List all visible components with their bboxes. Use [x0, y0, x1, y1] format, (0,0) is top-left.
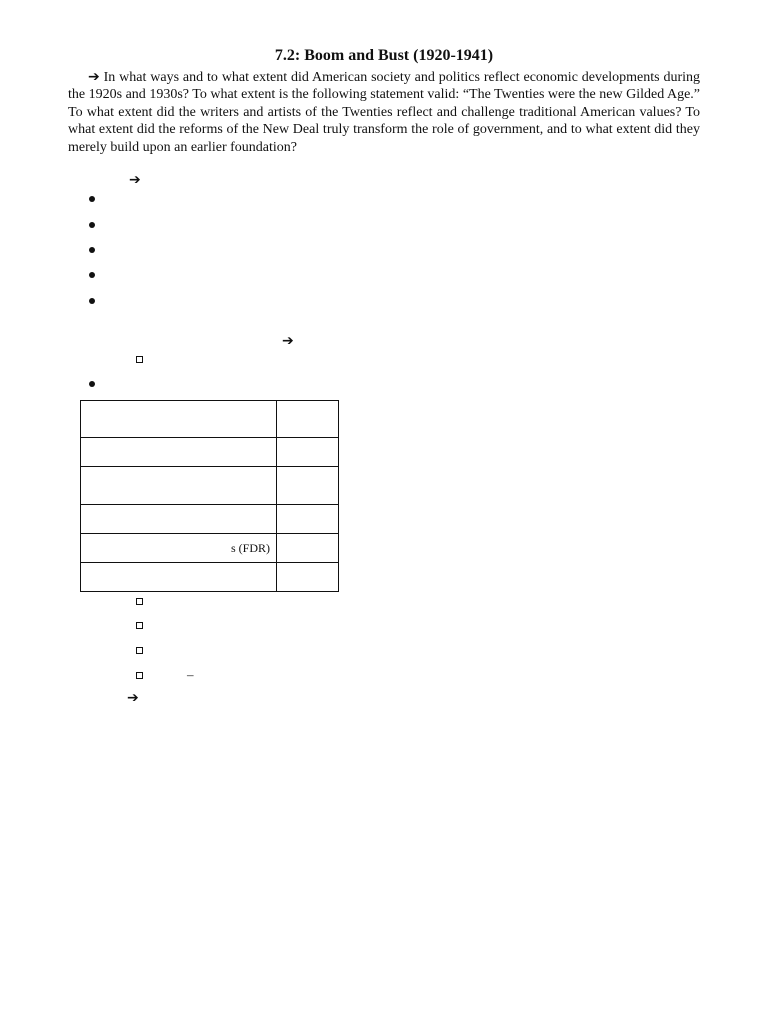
table-row	[81, 505, 339, 534]
page-title: 7.2: Boom and Bust (1920-1941)	[274, 47, 494, 64]
intro-paragraph	[68, 69, 700, 156]
table-row	[81, 534, 339, 563]
table-row	[81, 438, 339, 467]
arrow-icon: ➔	[127, 690, 139, 706]
table-cell	[277, 563, 339, 592]
intro-text: In what ways and to what extent did American society and politics reflect economic developments during the 1920s and 1930s? To what extent is the following statement valid: “The Twenties were the new Gilded Age.” To what extent did the writers and artists of the Twenties reflect and challenge traditional American values? To what extent did the reforms of the New Deal truly transform the role of government, and to what extent did they merely build upon an earlier foundation?	[68, 70, 700, 155]
table-cell	[277, 401, 339, 438]
dash-mark: –	[187, 667, 194, 682]
table-row	[81, 401, 339, 438]
table-cell	[277, 505, 339, 534]
table-cell	[277, 438, 339, 467]
table-cell	[81, 401, 277, 438]
arrow-icon: ➔	[129, 172, 141, 188]
table-cell	[81, 563, 277, 592]
square-bullet-icon	[136, 622, 143, 629]
table-cell	[81, 438, 277, 467]
bullet-icon	[89, 247, 95, 253]
table-row	[81, 563, 339, 592]
bullet-icon	[89, 272, 95, 278]
square-bullet-icon	[136, 598, 143, 605]
square-bullet-icon	[136, 672, 143, 679]
table-cell	[277, 467, 339, 505]
table-row	[81, 467, 339, 505]
bullet-icon	[89, 222, 95, 228]
arrow-icon: ➔	[282, 333, 294, 349]
bullet-icon	[89, 381, 95, 387]
table-cell	[81, 505, 277, 534]
square-bullet-icon	[136, 356, 143, 363]
table-cell	[81, 467, 277, 505]
arrow-icon: ➔	[88, 69, 100, 85]
bullet-icon	[89, 196, 95, 202]
square-bullet-icon	[136, 647, 143, 654]
table-cell: s (FDR)	[81, 534, 277, 563]
notes-table	[80, 400, 339, 592]
bullet-icon	[89, 298, 95, 304]
table-cell	[277, 534, 339, 563]
